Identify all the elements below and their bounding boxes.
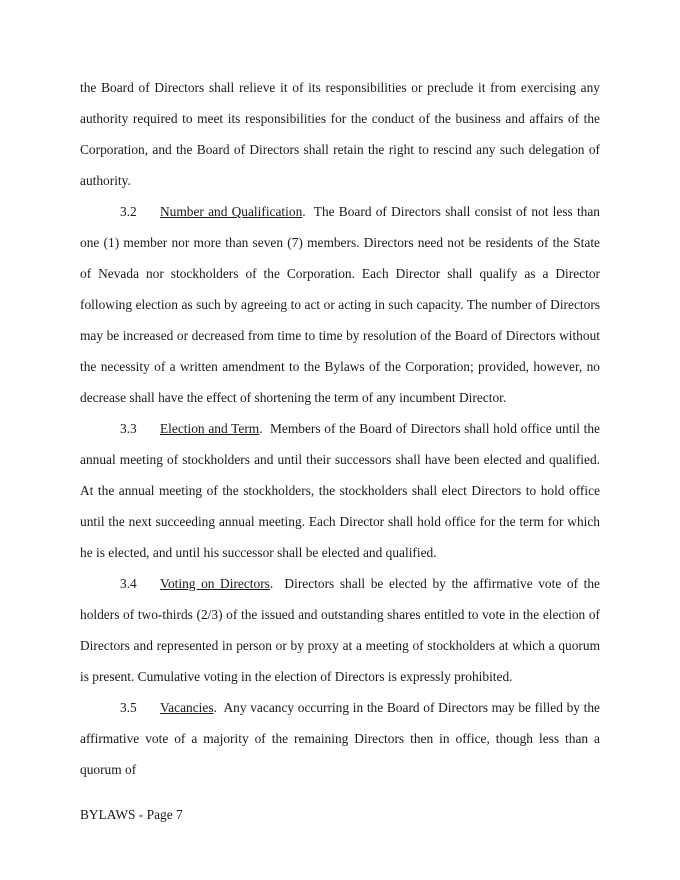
section-body: Any vacancy occurring in the Board of Directors may be filled by the affirmative vote of a majority of the remaining Directors then in office, though less than a quorum of: [80, 700, 601, 777]
page-footer: BYLAWS - Page 7: [80, 807, 183, 822]
section-body: The Board of Directors shall consist of not less than one (1) member nor more than seven (7) members. Directors need not be residents of the State of Nevada nor stockholders of the Corporation. Each Director shall qualify as a Director following election as such by agreeing to act or acting in such capacity. The number of Directors may be increased or decreased from time to time by resolution of the Board of Directors without the necessity of a written amendment to the Bylaws of the Corporation; provided, however, no decrease shall have the effect of shortening the term of any incumbent Director.: [80, 204, 600, 405]
document-page: [80, 72, 600, 785]
section-number: 3.3: [120, 421, 137, 436]
section-heading: Voting on Directors: [160, 576, 270, 591]
section-heading: Election and Term: [160, 421, 260, 436]
section-number: 3.5: [120, 700, 137, 715]
section-3-5: 3.5 Vacancies. Any vacancy occurring in the Board of Directors may be filled by the affirmative vote of a majority of the remaining Directors then in office, though less than a quorum of: [80, 692, 600, 785]
section-body: Members of the Board of Directors shall hold office until the annual meeting of stockholders and until their successors shall have been elected and qualified. At the annual meeting of the stockholders, the stockholders shall elect Directors to hold office until the next succeeding annual meeting. Each Director shall hold office for the term for which he is elected, and until his successor shall be elected and qualified.: [80, 421, 600, 560]
section-3-4: 3.4 Voting on Directors. Directors shall be elected by the affirmative vote of the holders of two-thirds (2/3) of the issued and outstanding shares entitled to vote in the election of Directors and represented in person or by proxy at a meeting of stockholders at which a quorum is present. Cumulative voting in the election of Directors is expressly prohibited.: [80, 568, 600, 692]
section-number: 3.4: [120, 576, 137, 591]
section-heading: Number and Qualification: [160, 204, 303, 219]
section-number: 3.2: [120, 204, 137, 219]
section-body: Directors shall be elected by the affirmative vote of the holders of two-thirds (2/3) of the issued and outstanding shares entitled to vote in the election of Directors and represented in person or by proxy at a meeting of stockholders at which a quorum is present. Cumulative voting in the election of Directors is expressly prohibited.: [80, 576, 600, 684]
section-3-2: 3.2 Number and Qualification. The Board of Directors shall consist of not less than one (1) member nor more than seven (7) members. Directors need not be residents of the State of Nevada nor stockholders of the Corporation. Each Director shall qualify as a Director following election as such by agreeing to act or acting in such capacity. The number of Directors may be increased or decreased from time to time by resolution of the Board of Directors without the necessity of a written amendment to the Bylaws of the Corporation; provided, however, no decrease shall have the effect of shortening the term of any incumbent Director.: [80, 196, 600, 413]
section-heading: Vacancies: [160, 700, 214, 715]
intro-paragraph: the Board of Directors shall relieve it of its responsibilities or preclude it from exercising any authority required to meet its responsibilities for the conduct of the business and affairs of the Corporation, and the Board of Directors shall retain the right to rescind any such delegation of authority.: [80, 80, 600, 188]
section-3-3: 3.3 Election and Term. Members of the Board of Directors shall hold office until the annual meeting of stockholders and until their successors shall have been elected and qualified. At the annual meeting of the stockholders, the stockholders shall elect Directors to hold office until the next succeeding annual meeting. Each Director shall hold office for the term for which he is elected, and until his successor shall be elected and qualified.: [80, 413, 600, 568]
